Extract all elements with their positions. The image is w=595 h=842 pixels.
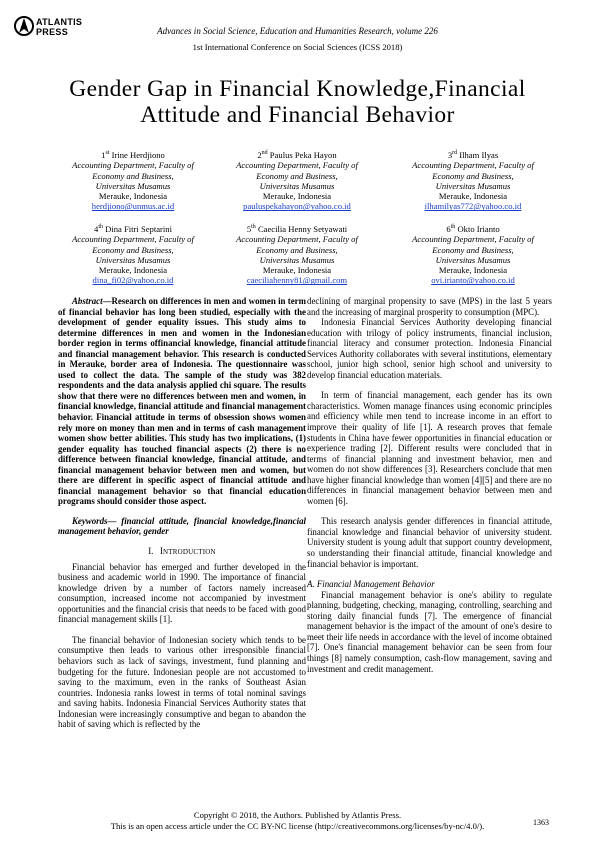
author-location: Merauke, Indonesia [438, 191, 508, 202]
author-email-link[interactable]: caeciliahenny81@gmail.com [246, 275, 348, 286]
author-affiliation-2: Economy and Business, [256, 170, 338, 181]
page-number: 1363 [533, 818, 549, 827]
paper-title [30, 76, 565, 128]
author-3 [383, 150, 563, 212]
logo-line2: PRESS [36, 27, 69, 37]
keywords-text: financial attitude, financial knowledge,financial management behavior, gender [58, 515, 306, 537]
abstract-label: Abstract [72, 296, 103, 306]
author-name: 3rd Ilham Ilyas [447, 150, 499, 160]
author-affiliation-2: Economy and Business, [432, 244, 514, 255]
author-location: Merauke, Indonesia [262, 191, 332, 202]
author-affiliation-1: Accounting Department, Faculty of [412, 160, 534, 171]
paragraph-continuation: declining of marginal propensity to save (MPS) in the last 5 years and the increasing of marginal prosperity to consumption (MPC). [307, 296, 552, 317]
left-column [58, 296, 306, 730]
section-heading-introduction: I. INTRODUCTION [148, 546, 216, 557]
paragraph-research-aim: This research analysis gender differences in financial attitude, financial knowledge and financial behavior of university student. University student is young adult that support country development, so understanding their financial attitude, financial knowledge and financial behavior is important. [307, 516, 552, 569]
author-affiliation-2: Economy and Business, [92, 170, 174, 181]
intro-paragraph-1: Financial behavior has emerged and further developed in the business and academic world in 1990. The importance of financial knowledge driven by a number of factors namely increased consumption, increased income not accompanied by investment opportunities and the financial crisis that needs to be faced with good financial management skills [1]. [58, 561, 306, 625]
paragraph-ojk: Indonesia Financial Services Authority developing financial education with trilogy of policy instruments, financial inclusion, financial literacy and consumer protection. Indonesia Financial Services Authority collaborates with several institutions, elementary school, junior high school, senior high school and university to develop financial education materials. [307, 317, 552, 380]
author-affiliation-1: Accounting Department, Faculty of [412, 234, 534, 245]
footer-copyright [0, 810, 595, 831]
copyright-line: Copyright © 2018, the Authors. Published by Atlantis Press. [193, 810, 402, 820]
author-email-link[interactable]: herdjiono@unmus.ac.id [91, 201, 175, 212]
author-name: 2nd Paulus Peka Hayon [257, 150, 337, 160]
license-line: This is an open access article under the CC BY-NC license (http://creativecommons.org/licenses/by-nc/4.0/). [110, 820, 485, 831]
author-affiliation-2: Economy and Business, [256, 244, 338, 255]
author-location: Merauke, Indonesia [98, 191, 168, 202]
paragraph-financial-management-behavior: Financial management behavior is one's ability to regulate planning, budgeting, checking, managing, controlling, searching and storing daily financial funds [7]. The emergence of financial management behavior is the impact of the amount of one's desire to meet their life needs in accordance with the level of income obtained [7]. One's financial management behavior can be seen from four things [8] namely consumption, cash-flow management, saving and investment and credit management. [307, 589, 552, 674]
author-affiliation-3: Universitas Musamus [435, 180, 511, 191]
author-affiliation-3: Universitas Musamus [435, 254, 511, 265]
author-location: Merauke, Indonesia [98, 265, 168, 276]
author-email-link[interactable]: ilhamilyas772@yahoo.co.id [424, 201, 522, 212]
author-affiliation-3: Universitas Musamus [259, 254, 335, 265]
author-name: 4th Dina Fitri Septarini [94, 224, 172, 234]
author-email-link[interactable]: dina_fi02@yahoo.co.id [92, 275, 174, 286]
series-header: Advances in Social Science, Education and Humanities Research, volume 226 [157, 26, 438, 36]
author-5 [207, 224, 387, 286]
intro-paragraph-2: The financial behavior of Indonesian society which tends to be consumptive then leads to various other irresponsible financial behaviors such as lack of savings, investment, fund planning and budgeting for the future. Indonesian people are not accustomed to saving to the maximum, even in the ranks of Southeast Asian countries. Indonesia ranks lowest in terms of total nominal savings and saving habits. Indonesia Financial Services Authority states that Indonesian were increasingly consumptive and began to abandon the habit of saving which is reflected by the [58, 634, 306, 730]
author-email-link[interactable]: ovi.irianto@yahoo.co.id [431, 275, 515, 286]
abstract [58, 296, 306, 507]
author-email-link[interactable]: pauluspekahayon@yahoo.co.id [243, 201, 351, 212]
right-column [307, 296, 552, 674]
author-affiliation-2: Economy and Business, [432, 170, 514, 181]
keywords [58, 516, 306, 537]
abstract-text: —Research on differences in men and women in term of financial behavior has long been studied, especially with the development of gender equality issues. This study aims to determine differences in men and women in the Indonesian border region in terms offinancial knowledge, financial attitude and financial management behavior. This research is conducted in Merauke, border area of Indonesia. The questionnaire was used to collect the data. The sample of the study was 382 respondents and the data analysis applied chi square. The results show that there were no differences between men and women, in financial knowledge, financial attitude and financial management behavior. Financial attitude in terms of obsession shows women rely more on money than men and in terms of cash management women show better abilities. This study has two implications, (1) gender equality has touched financial aspects (2) there is no difference between financial knowledge, financial attitude, and financial management behavior between men and women, but there are different in specific aspect of financial attitude and financial management behavior so that financial education programs should consider those aspect. [58, 296, 306, 507]
author-name: 6th Okto Irianto [446, 224, 500, 234]
author-4 [43, 224, 223, 286]
author-name: 5th Caecilia Henny Setyawati [246, 224, 348, 234]
logo-line1: ATLANTIS [36, 17, 83, 27]
author-affiliation-1: Accounting Department, Faculty of [236, 160, 358, 171]
author-affiliation-3: Universitas Musamus [95, 180, 171, 191]
conference-header: 1st International Conference on Social Sciences (ICSS 2018) [192, 42, 403, 52]
author-affiliation-1: Accounting Department, Faculty of [72, 234, 194, 245]
author-affiliation-2: Economy and Business, [92, 244, 174, 255]
title-line1: Gender Gap in Financial Knowledge,Financial [69, 76, 526, 102]
author-location: Merauke, Indonesia [438, 265, 508, 276]
paragraph-gender-management: In term of financial management, each gender has its own characteristics. Women manage finances using economic principles and efficiency while men tend to increase income in an effort to improve their quality of life [1]. A research proves that female students in China have fewer opportunities in financial education or experience trading [2]. Different results were concluded that in terms of financial planning and investment behavior, men and women do not show differences [3]. Researchers conclude that men have higher financial knowledge than women [4][5] and there are no differences in financial management behavior between men and women [6]. [307, 390, 552, 506]
author-affiliation-3: Universitas Musamus [259, 180, 335, 191]
subsection-heading: A. Financial Management Behavior [307, 579, 435, 590]
author-affiliation-1: Accounting Department, Faculty of [236, 234, 358, 245]
author-affiliation-3: Universitas Musamus [95, 254, 171, 265]
author-location: Merauke, Indonesia [262, 265, 332, 276]
keywords-label: Keywords— [72, 515, 117, 526]
author-name: 1st Irine Herdjiono [101, 150, 165, 160]
author-1 [43, 150, 223, 212]
author-6 [383, 224, 563, 286]
author-affiliation-1: Accounting Department, Faculty of [72, 160, 194, 171]
author-2 [207, 150, 387, 212]
title-line2: Attitude and Financial Behavior [140, 102, 455, 128]
